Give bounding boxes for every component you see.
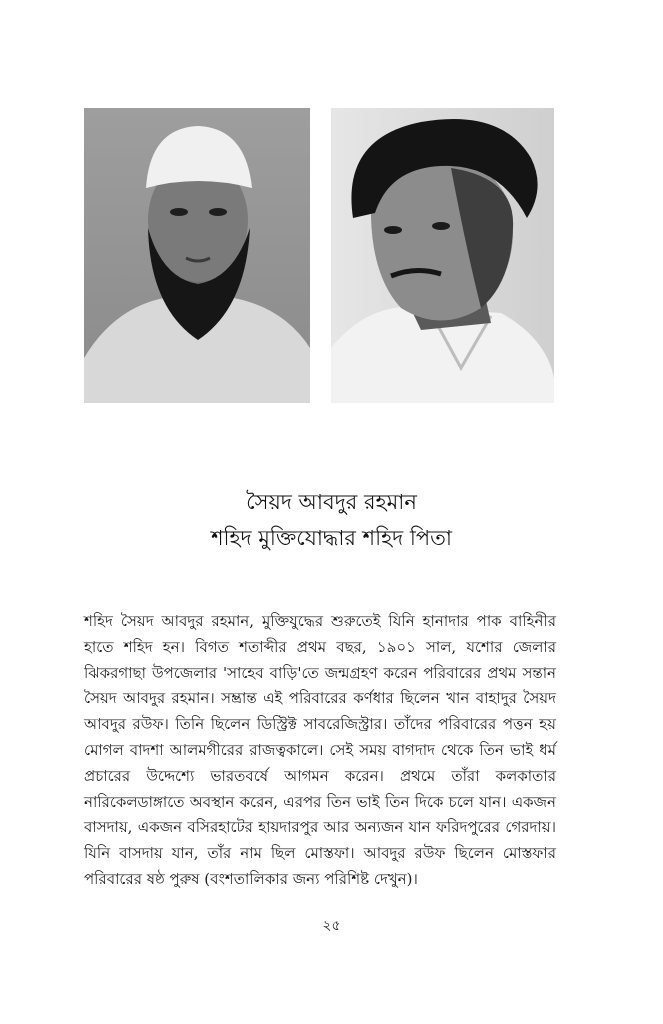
portrait-young-man-image (331, 108, 554, 403)
person-name-heading: সৈয়দ আবদুর রহমান (246, 490, 417, 514)
person-title-subheading: শহিদ মুক্তিযোদ্ধার শহিদ পিতা (211, 526, 452, 550)
portrait-photo-left (84, 108, 310, 403)
page-number: ২৫ (322, 918, 341, 934)
body-paragraph: শহিদ সৈয়দ আবদুর রহমান, মুক্তিযুদ্ধের শুরুতেই যিনি হানাদার পাক বাহিনীর হাতে শহিদ হন। বিগত শতাব্দীর প্রথম বছর, ১৯০১ সাল, যশোর জেলার ঝিকরগাছা উপজেলার 'সাহেব বাড়ি'তে জন্মগ্রহণ করেন পরিবারের প্রথম সন্তান সৈয়দ আবদুর রহমান। সম্ভ্রান্ত এই পরিবারের কর্ণধার ছিলেন খান বাহাদুর সৈয়দ আবদুর রউফ। তিনি ছিলেন ডিস্ট্রিক্ট সাবরেজিস্ট্রার। তাঁদের পরিবারের পত্তন হয় মোগল বাদশা আলমগীরের রাজত্বকালে। সেই সময় বাগদাদ থেকে তিন ভাই ধর্ম প্রচারের উদ্দেশ্যে ভারতবর্ষে আগমন করেন। প্রথমে তাঁরা কলকাতার নারিকেলডাঙ্গাতে অবস্থান করেন, এরপর তিন ভাই তিন দিকে চলে যান। একজন বাসদায়, একজন বসিরহাটের হায়দারপুর আর অন্যজন যান ফরিদপুরের গেরদায়। যিনি বাসদায় যান, তাঁর নাম ছিল মোস্তফা। আবদুর রউফ ছিলেন মোস্তফার পরিবারের ষষ্ঠ পুরুষ (বংশতালিকার জন্য পরিশিষ্ট দেখুন)। (84, 612, 556, 888)
portrait-elder-image (84, 108, 310, 403)
portrait-photo-right (331, 108, 554, 403)
heading-block (0, 484, 663, 556)
